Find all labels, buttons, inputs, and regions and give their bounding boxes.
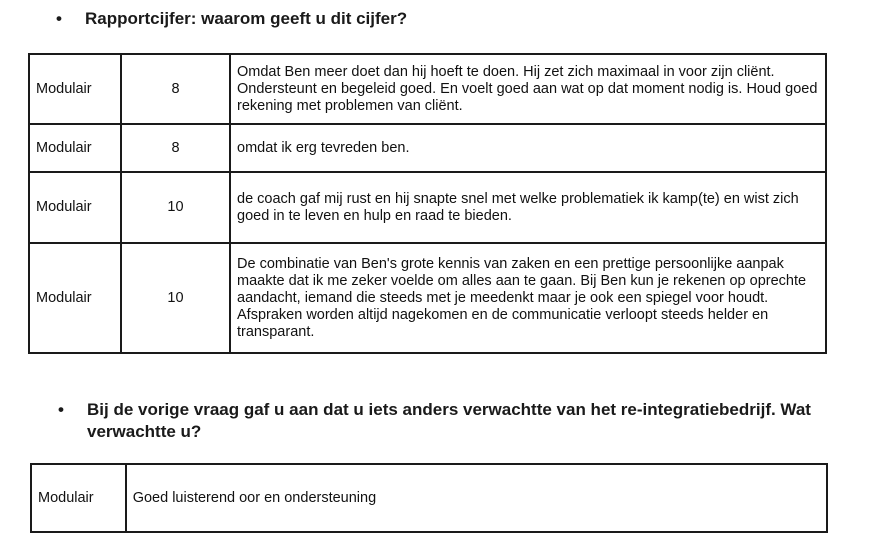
answer-cell: Goed luisterend oor en ondersteuning xyxy=(126,464,827,532)
section-heading-rapportcijfer xyxy=(56,8,856,32)
table-row xyxy=(29,54,826,124)
type-cell: Modulair xyxy=(29,124,121,172)
reason-cell: omdat ik erg tevreden ben. xyxy=(230,124,826,172)
score-cell: 8 xyxy=(121,124,230,172)
score-cell: 8 xyxy=(121,54,230,124)
reason-cell: Omdat Ben meer doet dan hij hoeft te doen. Hij zet zich maximaal in voor zijn cliënt. Ondersteunt en begeleid goed. En voelt goed aan wat op dat moment nodig is. Houd goed rekening met problemen van cliënt. xyxy=(230,54,826,124)
rapportcijfer-table xyxy=(28,53,827,354)
table-row xyxy=(29,243,826,353)
type-cell: Modulair xyxy=(31,464,126,532)
reason-cell: de coach gaf mij rust en hij snapte snel met welke problematiek ik kamp(te) en wist zich goed in te leven en hulp en raad te bieden. xyxy=(230,172,826,243)
table-row xyxy=(31,464,827,532)
section-title: Rapportcijfer: waarom geeft u dit cijfer? xyxy=(85,9,408,28)
type-cell: Modulair xyxy=(29,54,121,124)
table-row xyxy=(29,172,826,243)
score-cell: 10 xyxy=(121,243,230,353)
bullet-icon: • xyxy=(56,9,62,28)
type-cell: Modulair xyxy=(29,172,121,243)
bullet-icon: • xyxy=(58,400,64,419)
reason-cell: De combinatie van Ben's grote kennis van zaken en een prettige persoonlijke aanpak maakte dat ik me zeker voelde om alles aan te gaan. Bij Ben kun je rekenen op oprechte aandacht, iemand die steeds met je meedenkt maar je ook een spiegel voor houdt. Afspraken worden altijd nagekomen en de communicatie verloopt steeds helder en transparant. xyxy=(230,243,826,353)
section-title: Bij de vorige vraag gaf u aan dat u iets anders verwachtte van het re-integratiebedrijf. Wat verwachtte u? xyxy=(87,400,816,441)
type-cell: Modulair xyxy=(29,243,121,353)
table-row xyxy=(29,124,826,172)
verwachting-table xyxy=(30,463,828,533)
section-heading-verwachting xyxy=(58,399,874,447)
score-cell: 10 xyxy=(121,172,230,243)
